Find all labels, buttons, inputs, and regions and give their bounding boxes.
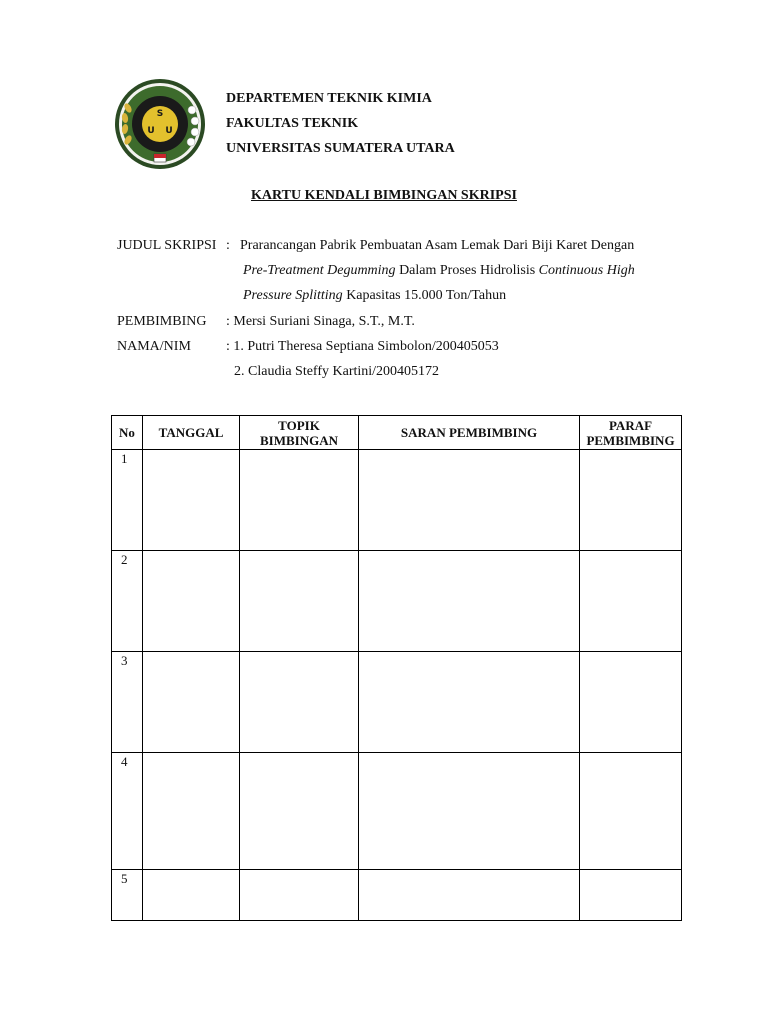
seal-letter-u-left: U [147, 126, 155, 136]
judul-line-3 [243, 283, 506, 308]
judul-line-2-italic-a: Pre-Treatment Degumming [243, 263, 396, 278]
cell-paraf [580, 450, 682, 551]
cell-saran [359, 870, 580, 921]
table-row [112, 652, 682, 753]
header-topik: TOPIK BIMBINGAN [240, 416, 359, 450]
table-row [112, 551, 682, 652]
table-row [112, 753, 682, 870]
cell-topik [240, 450, 359, 551]
table-row [112, 870, 682, 921]
table-row [112, 450, 682, 551]
cell-topik [240, 551, 359, 652]
institution-header [226, 86, 455, 161]
header-tanggal: TANGGAL [143, 416, 240, 450]
seal-letter-u-right: U [165, 126, 173, 136]
document-title: KARTU KENDALI BIMBINGAN SKRIPSI [251, 188, 517, 203]
cell-paraf [580, 870, 682, 921]
row-number: 1 [112, 450, 143, 551]
header-no: No [112, 416, 143, 450]
judul-separator: : [226, 238, 230, 253]
judul-line-3-normal: Kapasitas 15.000 Ton/Tahun [342, 288, 507, 303]
cell-tanggal [143, 652, 240, 753]
pembimbing-value: : Mersi Suriani Sinaga, S.T., M.T. [226, 314, 415, 329]
supervision-table [111, 415, 682, 921]
cell-saran [359, 450, 580, 551]
nama-value-2: 2. Claudia Steffy Kartini/200405172 [234, 364, 440, 379]
judul-line-1: Prarancangan Pabrik Pembuatan Asam Lemak Dari Biji Karet Dengan [240, 238, 635, 253]
nama-label: NAMA/NIM [117, 339, 191, 354]
cell-paraf [580, 753, 682, 870]
cell-paraf [580, 652, 682, 753]
faculty-name: FAKULTAS TEKNIK [226, 116, 359, 131]
cell-topik [240, 652, 359, 753]
cell-tanggal [143, 870, 240, 921]
header-paraf: PARAF PEMBIMBING [580, 416, 682, 450]
judul-line-2 [243, 258, 635, 283]
row-number: 3 [112, 652, 143, 753]
seal-letter-s: S [156, 109, 164, 119]
pembimbing-label: PEMBIMBING [117, 314, 207, 329]
cell-saran [359, 551, 580, 652]
judul-line-3-italic: Pressure Splitting [243, 288, 343, 303]
nama-value-1: : 1. Putri Theresa Septiana Simbolon/200405053 [226, 339, 499, 354]
cell-tanggal [143, 450, 240, 551]
cell-paraf [580, 551, 682, 652]
cell-saran [359, 652, 580, 753]
row-number: 4 [112, 753, 143, 870]
department-name: DEPARTEMEN TEKNIK KIMIA [226, 91, 432, 106]
university-name: UNIVERSITAS SUMATERA UTARA [226, 141, 455, 156]
table-header-row [112, 416, 682, 450]
cell-tanggal [143, 753, 240, 870]
row-number: 2 [112, 551, 143, 652]
judul-label: JUDUL SKRIPSI [117, 238, 217, 253]
university-seal-logo [114, 78, 206, 170]
cell-saran [359, 753, 580, 870]
thesis-info [0, 233, 768, 393]
cell-topik [240, 870, 359, 921]
row-number: 5 [112, 870, 143, 921]
judul-line-2-normal: Dalam Proses Hidrolisis [395, 263, 539, 278]
cell-tanggal [143, 551, 240, 652]
judul-line-2-italic-b: Continuous High [538, 263, 635, 278]
cell-topik [240, 753, 359, 870]
header-saran: SARAN PEMBIMBING [359, 416, 580, 450]
